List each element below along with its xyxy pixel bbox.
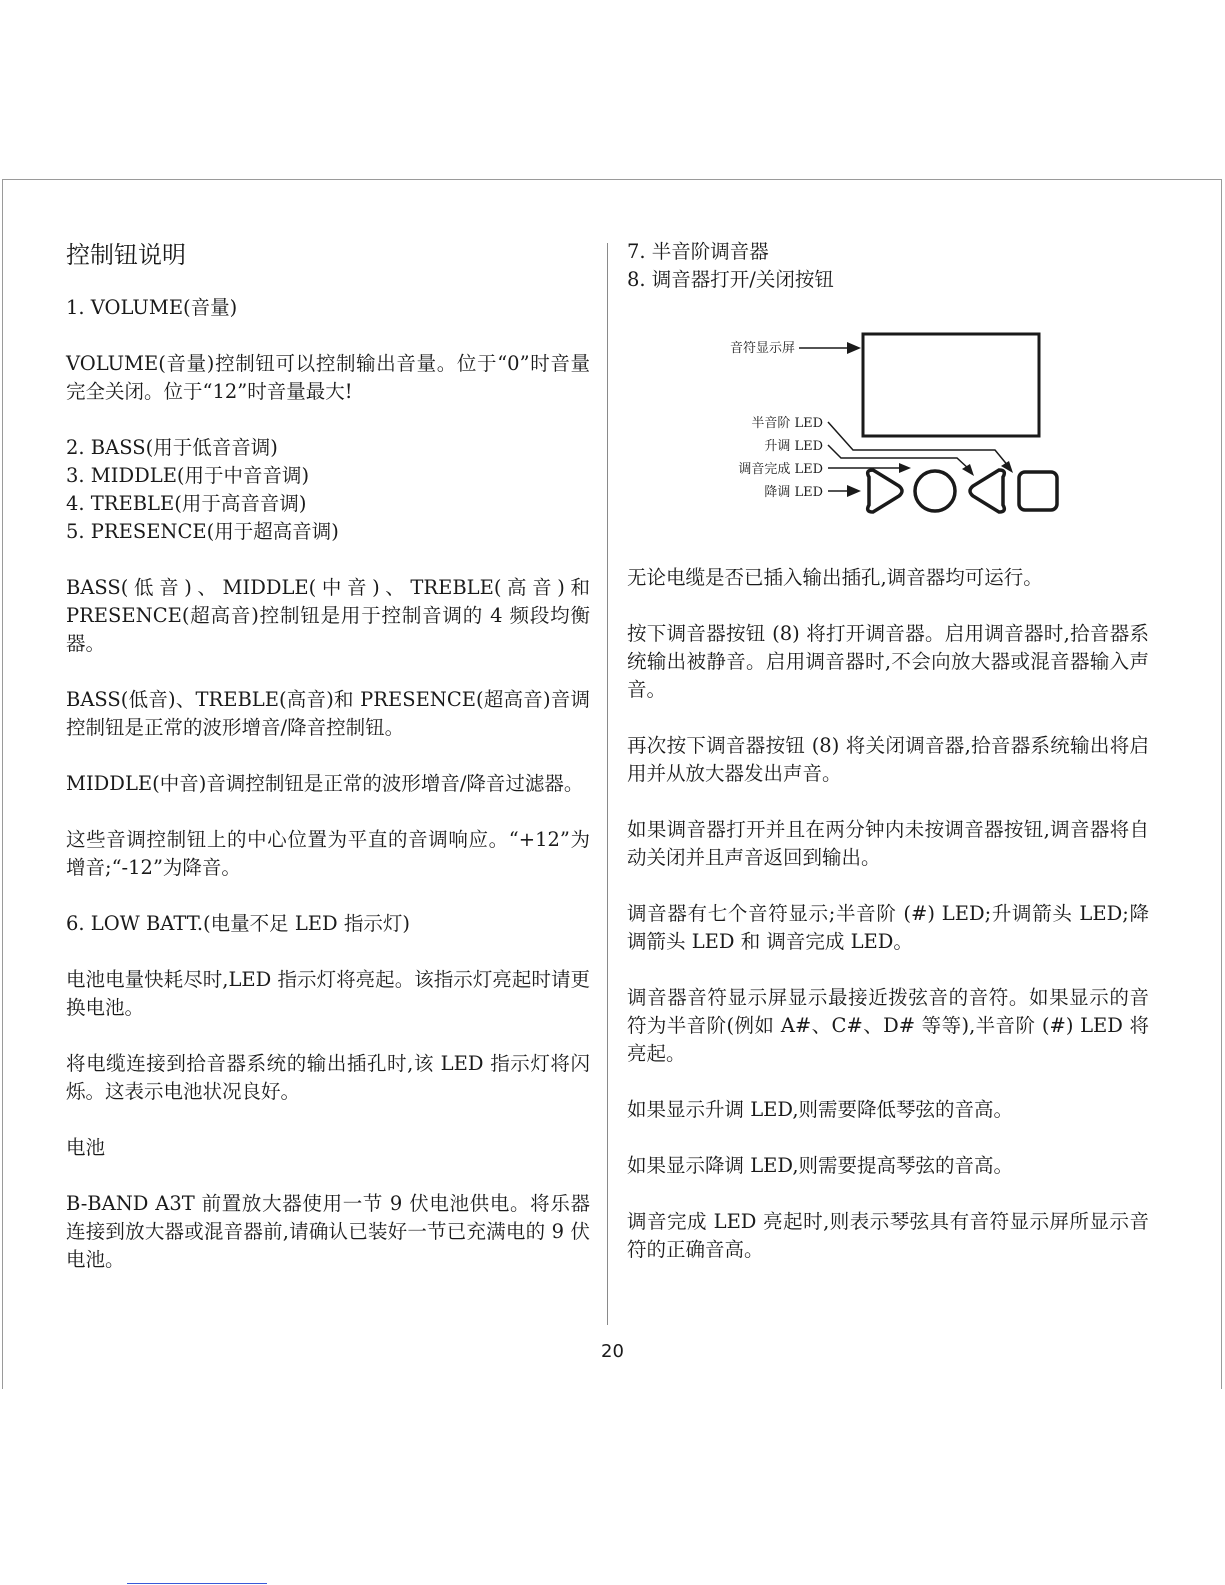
tuner-paragraph-8: 如果显示降调 LED,则需要提高琴弦的音高。 [627, 1154, 1014, 1177]
label-semitone-led: 半音阶 LED [751, 416, 823, 431]
section-title: 控制钮说明 [66, 241, 186, 269]
volume-heading: 1. VOLUME(音量) [66, 296, 238, 319]
leader-flat-head [847, 485, 861, 497]
tuner-paragraph-2: 按下调音器按钮 (8) 将打开调音器。启用调音器时,拾音器系统输出被静音。启用调音器时,不会向放大器或混音器输入声音。 [627, 622, 1149, 701]
page-frame-top [2, 179, 1222, 180]
tuner-paragraph-1: 无论电缆是否已插入输出插孔,调音器均可运行。 [627, 566, 1043, 589]
tuner-paragraph-7: 如果显示升调 LED,则需要降低琴弦的音高。 [627, 1098, 1014, 1121]
right-column [627, 238, 1149, 1264]
shelf-control-description: BASS(低音)、TREBLE(高音)和 PRESENCE(超高音)音调控制钮是正常的波形增音/降音控制钮。 [66, 688, 590, 739]
sharp-led-triangle [970, 470, 1004, 512]
left-column [66, 238, 590, 1274]
battery-description: B-BAND A3T 前置放大器使用一节 9 伏电池供电。将乐器连接到放大器或混音器前,请确认已装好一节已充满电的 9 伏电池。 [66, 1192, 590, 1271]
low-batt-heading: 6. LOW BATT.(电量不足 LED 指示灯) [66, 912, 410, 935]
page-frame-right [1221, 179, 1222, 1389]
battery-heading: 电池 [66, 1136, 106, 1159]
list-item-middle: 3. MIDDLE(用于中音音调) [66, 464, 310, 487]
tuner-paragraph-6: 调音器音符显示屏显示最接近拨弦音的音符。如果显示的音符为半音阶(例如 A#、C#、D# 等等),半音阶 (#) LED 将亮起。 [627, 986, 1149, 1065]
tuner-diagram [627, 330, 1149, 530]
tuner-paragraph-4: 如果调音器打开并且在两分钟内未按调音器按钮,调音器将自动关闭并且声音返回到输出。 [627, 818, 1149, 869]
list-item-presence: 5. PRESENCE(用于超高音调) [66, 520, 339, 543]
list-item-bass: 2. BASS(用于低音音调) [66, 436, 278, 459]
semitone-led-square [1019, 472, 1057, 510]
label-note-display: 音符显示屏 [729, 341, 795, 356]
page-frame-left [2, 179, 3, 1389]
list-item-chromatic-tuner: 7. 半音阶调音器 [627, 240, 769, 263]
leader-sharp-head [962, 464, 974, 476]
eq-description: BASS(低音)、MIDDLE(中音)、TREBLE(高音)和 PRESENCE(超高音)控制钮是用于控制音调的 4 频段均衡器。 [66, 576, 590, 655]
in-tune-led-circle [915, 471, 955, 511]
list-item-treble: 4. TREBLE(用于高音音调) [66, 492, 307, 515]
low-batt-cable-description: 将电缆连接到拾音器系统的输出插孔时,该 LED 指示灯将闪烁。这表示电池状况良好。 [66, 1052, 590, 1103]
list-item-tuner-button: 8. 调音器打开/关闭按钮 [627, 268, 834, 291]
center-position-description: 这些音调控制钮上的中心位置为平直的音调响应。“+12”为增音;“-12”为降音。 [66, 828, 590, 879]
label-flat-led: 降调 LED [764, 485, 823, 500]
leader-in-tune-head [899, 463, 911, 473]
column-divider [607, 243, 608, 1325]
tuner-paragraph-5: 调音器有七个音符显示;半音阶 (#) LED;升调箭头 LED;降调箭头 LED 和 调音完成 LED。 [627, 902, 1149, 953]
volume-description: VOLUME(音量)控制钮可以控制输出音量。位于“0”时音量完全关闭。位于“12”时音量最大! [66, 352, 590, 403]
tuner-paragraph-3: 再次按下调音器按钮 (8) 将关闭调音器,拾音器系统输出将启用并从放大器发出声音。 [627, 734, 1149, 785]
tuner-paragraph-9: 调音完成 LED 亮起时,则表示琴弦具有音符显示屏所显示音符的正确音高。 [627, 1210, 1149, 1261]
label-in-tune-led: 调音完成 LED [738, 462, 823, 477]
link-underline[interactable] [127, 1583, 267, 1584]
page-number: 20 [601, 1341, 624, 1362]
label-sharp-led: 升调 LED [764, 439, 823, 454]
flat-led-triangle [868, 470, 902, 512]
note-display-screen [863, 334, 1039, 436]
arrowhead-display [847, 342, 861, 354]
middle-control-description: MIDDLE(中音)音调控制钮是正常的波形增音/降音过滤器。 [66, 772, 584, 795]
low-batt-description: 电池电量快耗尽时,LED 指示灯将亮起。该指示灯亮起时请更换电池。 [66, 968, 590, 1019]
